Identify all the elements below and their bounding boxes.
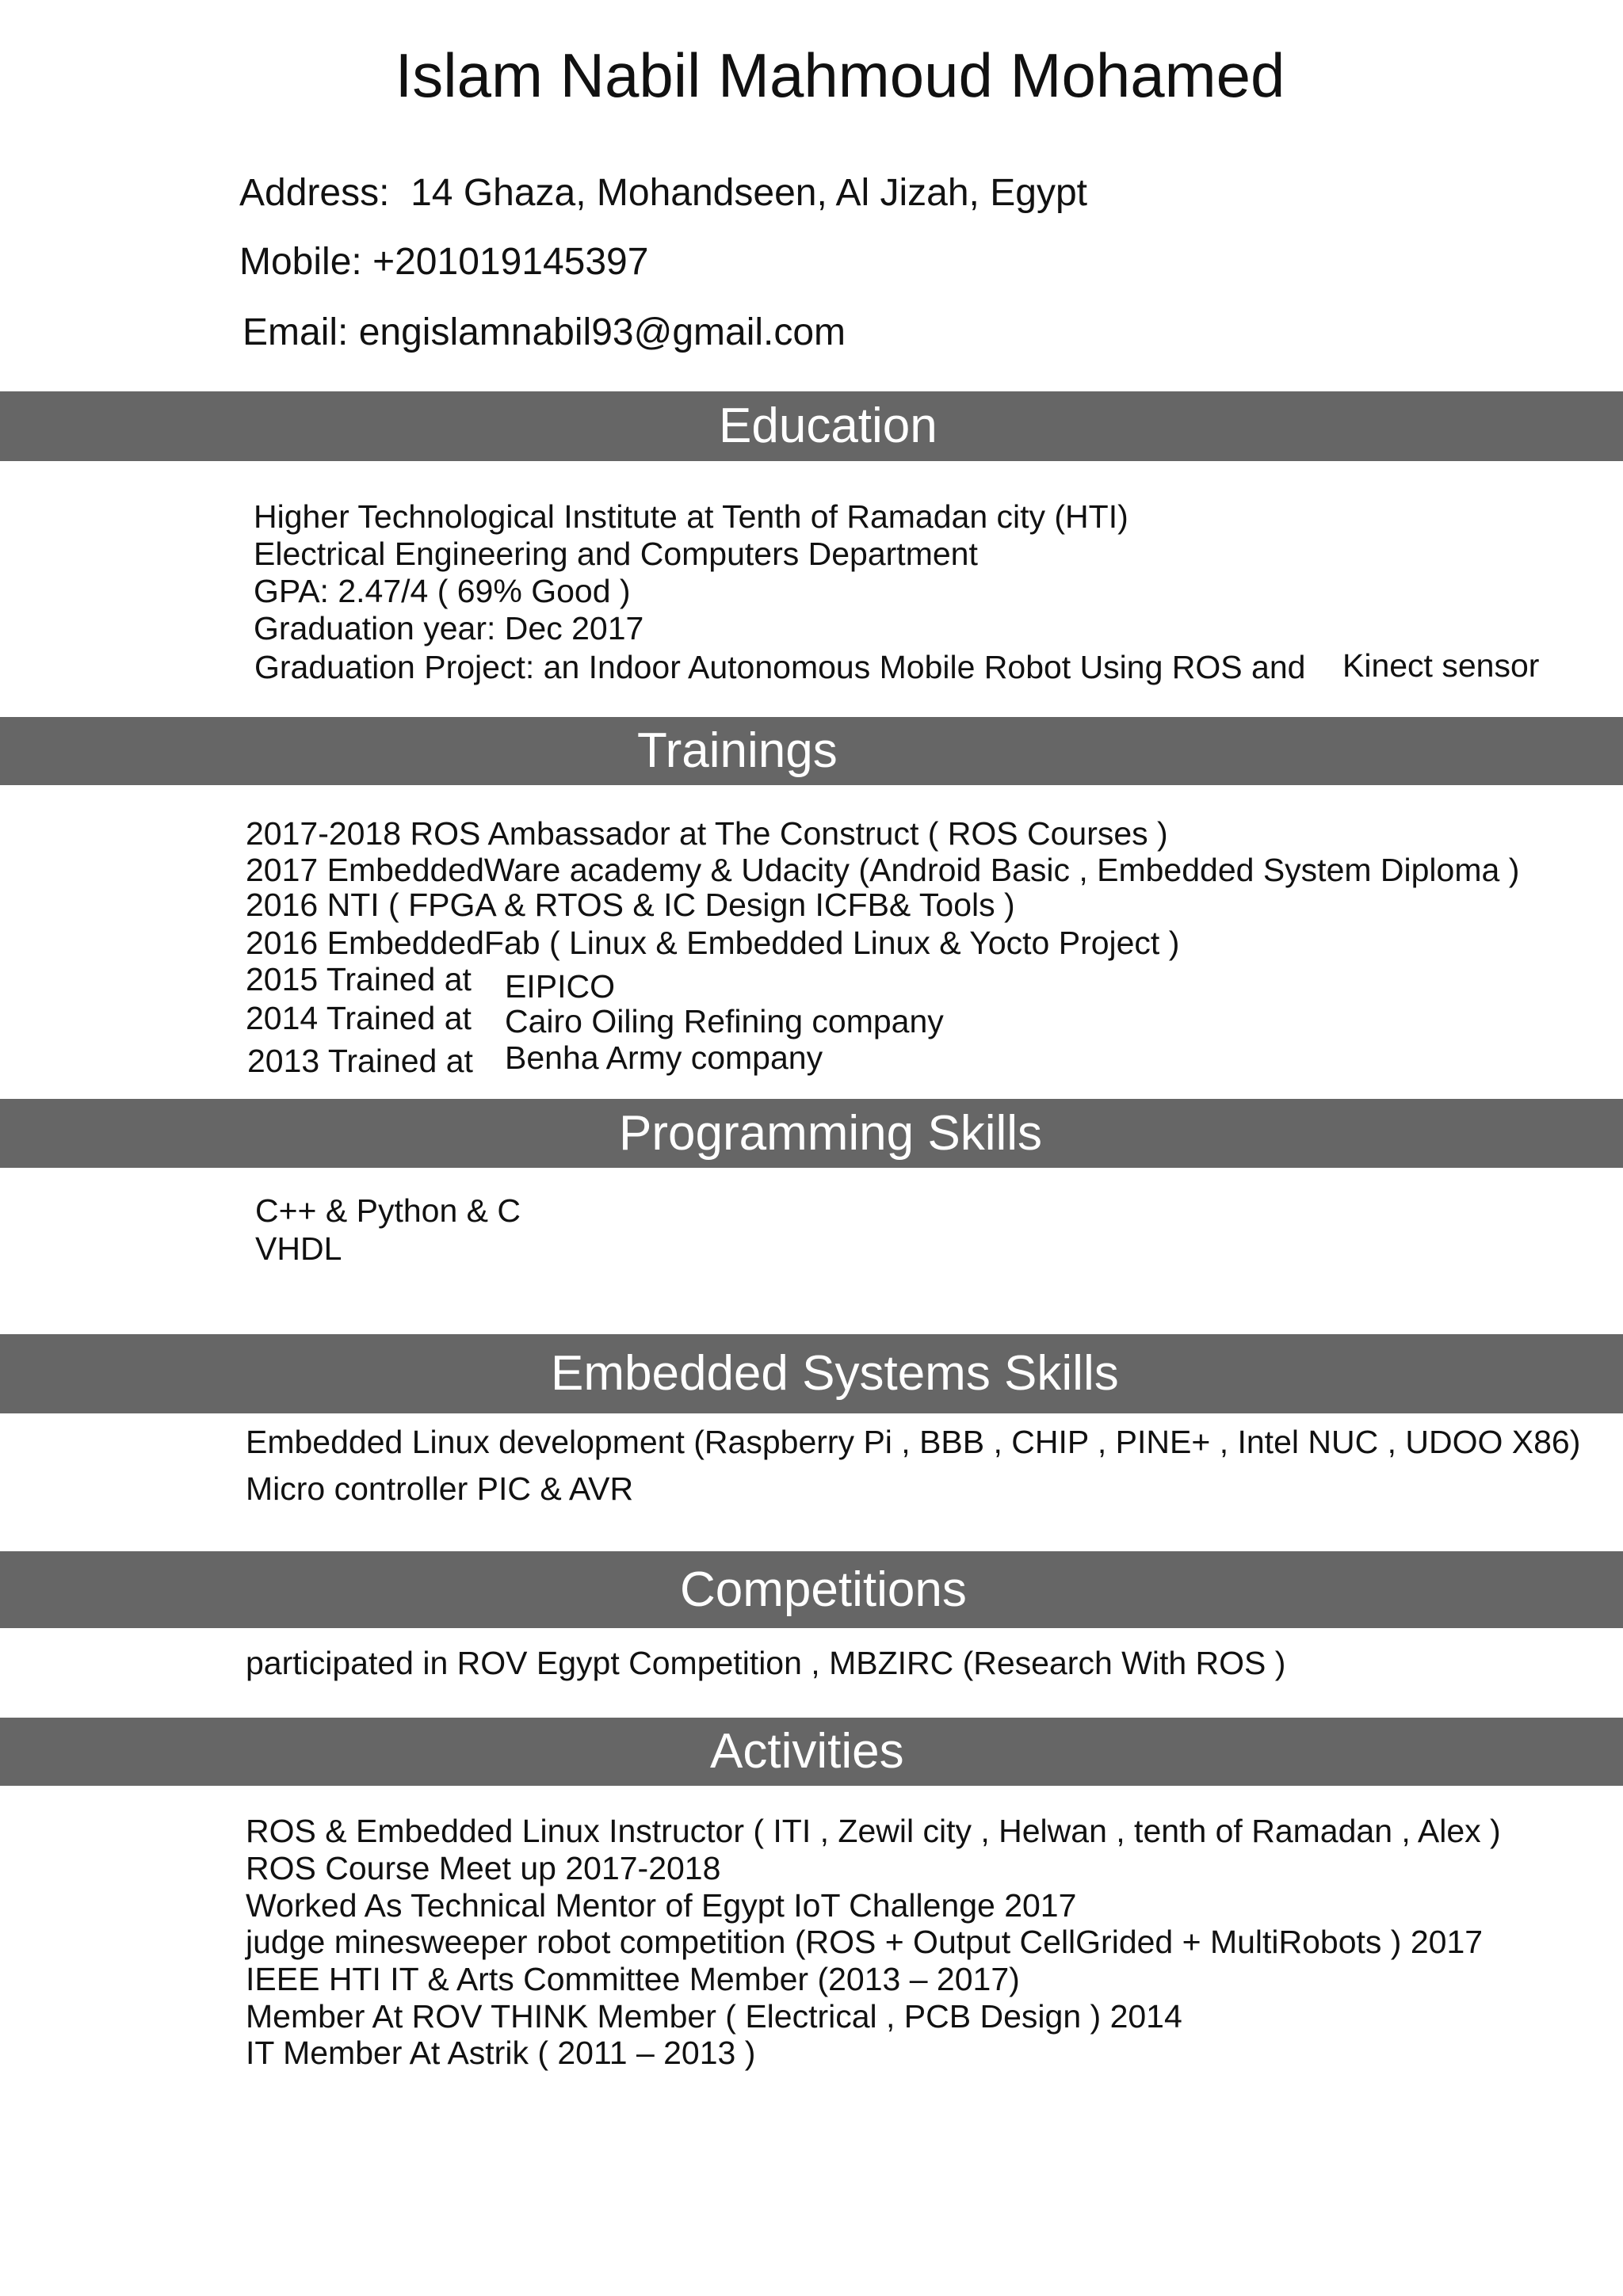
activity-line: IT Member At Astrik ( 2011 – 2013 ) [246, 2035, 756, 2071]
activities-header [0, 1718, 1623, 1786]
activities-title: Activities [710, 1724, 904, 1779]
activity-line: judge minesweeper robot competition (ROS + Output CellGrided + MultiRobots ) 2017 [246, 1924, 1484, 1960]
training-line: 2017-2018 ROS Ambassador at The Construct ( ROS Courses ) [246, 815, 1168, 852]
programming-title: Programming Skills [619, 1105, 1043, 1161]
embedded-line: Micro controller PIC & AVR [246, 1470, 634, 1507]
address-label: Address: [239, 172, 390, 214]
trained-company: Cairo Oiling Refining company [505, 1003, 944, 1039]
trainings-title: Trainings [637, 723, 838, 778]
activity-line: IEEE HTI IT & Arts Committee Member (2013 – 2017) [246, 1961, 1020, 1997]
education-line: Graduation year: Dec 2017 [254, 610, 644, 646]
competitions-header [0, 1551, 1623, 1628]
education-line: Electrical Engineering and Computers Department [254, 536, 978, 572]
programming-line: C++ & Python & C [255, 1192, 521, 1229]
trained-year: 2013 Trained at [247, 1043, 473, 1079]
training-line: 2017 EmbeddedWare academy & Udacity (Android Basic , Embedded System Diploma ) [246, 852, 1520, 888]
trained-year: 2014 Trained at [246, 1000, 472, 1036]
training-line: 2016 EmbeddedFab ( Linux & Embedded Linux & Yocto Project ) [246, 925, 1180, 961]
education-line: Higher Technological Institute at Tenth of Ramadan city (HTI) [254, 498, 1128, 535]
activity-line: ROS & Embedded Linux Instructor ( ITI , Zewil city , Helwan , tenth of Ramadan , Alex ) [246, 1813, 1501, 1849]
embedded-line: Embedded Linux development (Raspberry Pi , BBB , CHIP , PINE+ , Intel NUC , UDOO X86) [246, 1424, 1581, 1460]
resume-name: Islam Nabil Mahmoud Mohamed [395, 40, 1285, 110]
programming-header [0, 1099, 1623, 1168]
programming-line: VHDL [255, 1230, 342, 1267]
training-line: 2016 NTI ( FPGA & RTOS & IC Design ICFB& Tools ) [246, 887, 1015, 923]
embedded-header [0, 1334, 1623, 1413]
education-line: Graduation Project: an Indoor Autonomous Mobile Robot Using ROS and [254, 649, 1306, 685]
education-project-tail: Kinect sensor [1342, 647, 1540, 684]
embedded-title: Embedded Systems Skills [551, 1346, 1119, 1401]
trained-company: EIPICO [505, 968, 615, 1005]
competitions-title: Competitions [680, 1562, 967, 1617]
trained-company: Benha Army company [505, 1039, 823, 1076]
education-line: GPA: 2.47/4 ( 69% Good ) [254, 573, 631, 609]
trainings-header [0, 717, 1623, 785]
email-line: Email: engislamnabil93@gmail.com [242, 311, 846, 353]
education-title: Education [719, 399, 938, 453]
activity-line: Member At ROV THINK Member ( Electrical , PCB Design ) 2014 [246, 1998, 1182, 2035]
education-header [0, 391, 1623, 461]
trained-year: 2015 Trained at [246, 961, 472, 997]
mobile-line: Mobile: +201019145397 [239, 241, 649, 283]
address-value: 14 Ghaza, Mohandseen, Al Jizah, Egypt [411, 172, 1087, 214]
activity-line: ROS Course Meet up 2017-2018 [246, 1850, 721, 1886]
activity-line: Worked As Technical Mentor of Egypt IoT Challenge 2017 [246, 1887, 1077, 1924]
competition-line: participated in ROV Egypt Competition , MBZIRC (Research With ROS ) [246, 1645, 1286, 1681]
address-line [239, 171, 1087, 215]
